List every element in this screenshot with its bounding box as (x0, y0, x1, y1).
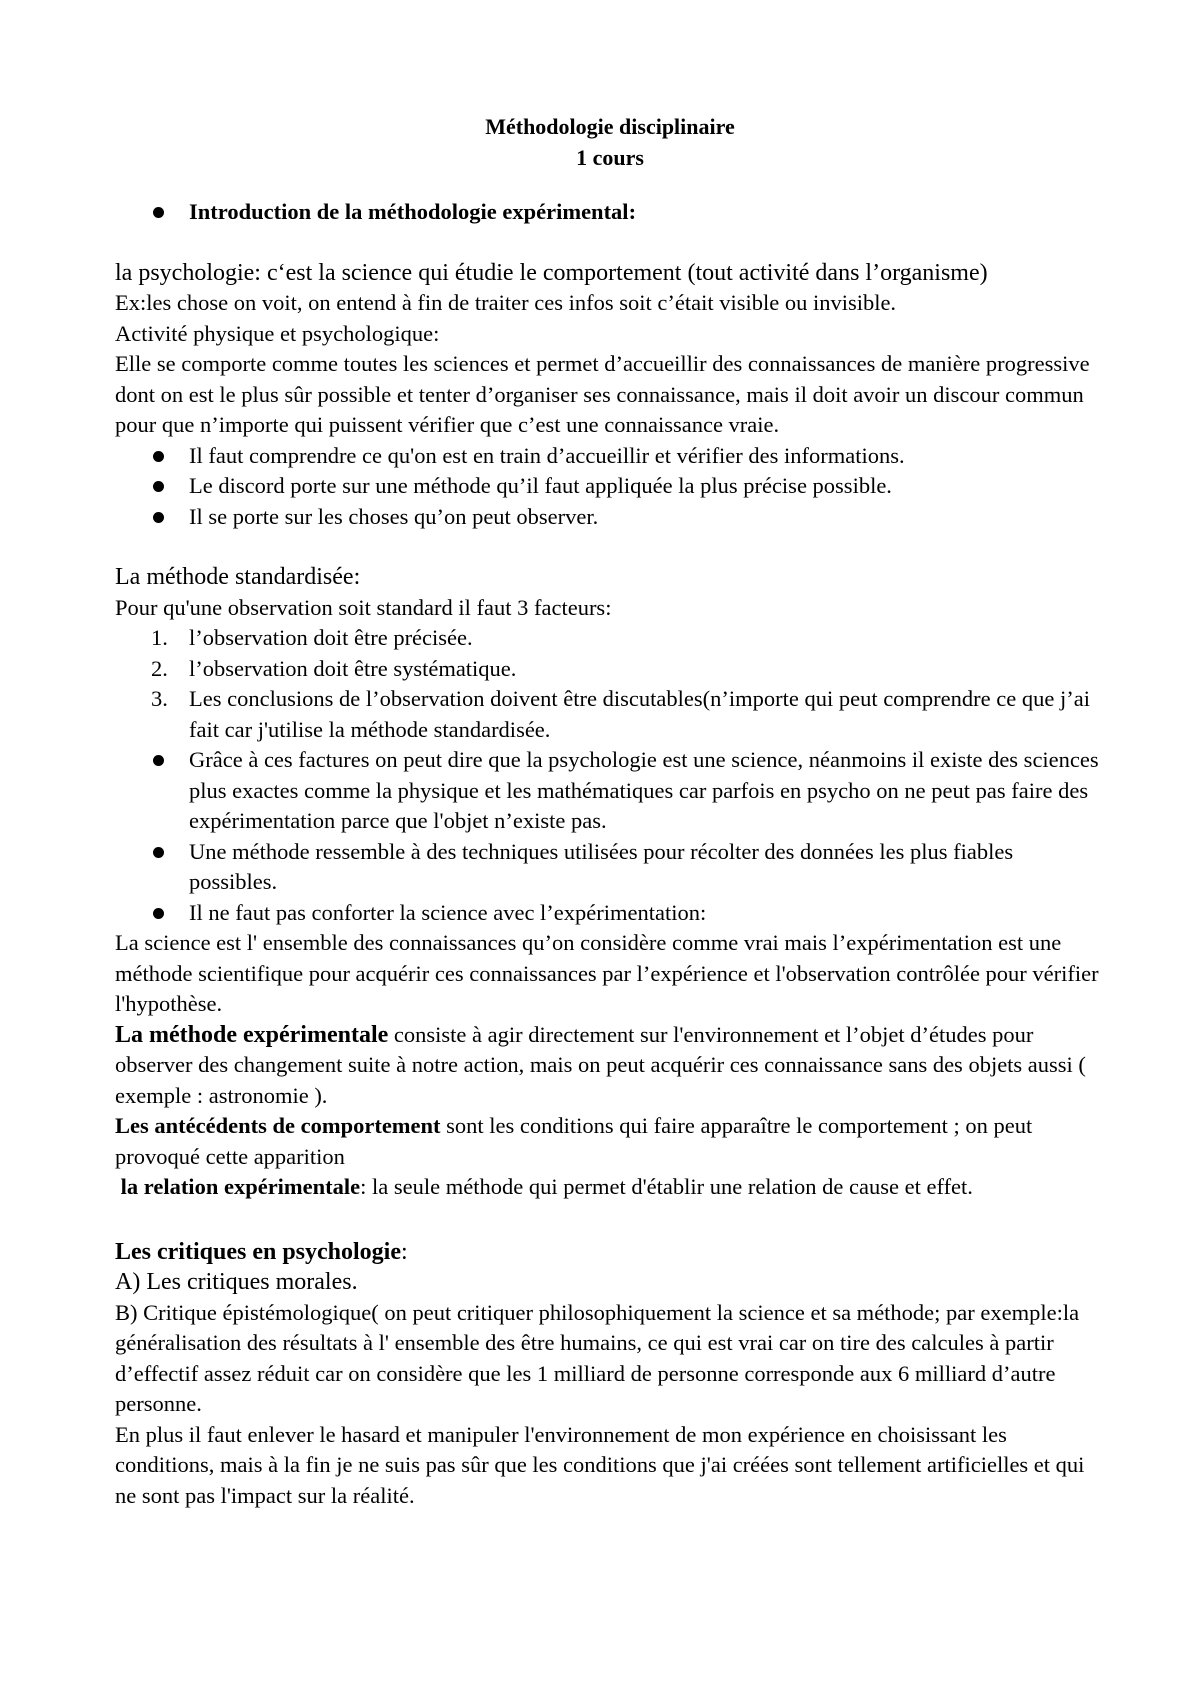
list-item: Une méthode ressemble à des techniques utilisées pour récolter des données les plus fiables possibles. (115, 837, 1105, 898)
critique-b: B) Critique épistémologique( on peut critiquer philosophiquement la science et sa méthode; par exemple:la généralisation des résultats à l' ensemble des être humains, ce qui est vrai car on tire des calcules à partir d’effectif assez réduit car on considère que les 1 milliard de personne corresponde aux 6 milliard d’autre personne. (115, 1299, 1080, 1416)
item-number: 2. (151, 655, 168, 681)
item-number: 1. (151, 625, 168, 650)
standard-intro: Pour qu'une observation soit standard il faut 3 facteurs: (115, 594, 612, 620)
intro-bullet: Introduction de la méthodologie expérimental: (115, 197, 1105, 228)
item-text: l’observation doit être précisée. (189, 625, 473, 650)
science-paragraph: Elle se comporte comme toutes les sciences et permet d’accueillir des connaissances de manière progressive dont on est le plus sûr possible et tenter d’organiser ses connaissance, mais il doit avoir un discour commun pour que n’importe qui puissent vérifier que c’est une connaissance vraie. (115, 351, 1090, 437)
list-item: Grâce à ces factures on peut dire que la psychologie est une science, néanmoins il existe des sciences plus exactes comme la physique et les mathématiques car parfois en psycho on ne peut pas faire des expérimentation parce que l'objet n’existe pas. (115, 745, 1105, 837)
antecedents-text: sont les conditions qui faire apparaître le comportement ; on peut provoqué cette apparition (115, 1113, 1033, 1169)
document-subtitle: 1 cours (576, 144, 644, 170)
document-title: Méthodologie disciplinaire (485, 114, 735, 139)
list-item: Le discord porte sur une méthode qu’il faut appliquée la plus précise possible. (115, 471, 1105, 502)
psychology-definition: la psychologie: c‘est la science qui étudie le comportement (tout activité dans l’organisme) (115, 259, 988, 286)
document-body (115, 112, 1105, 1511)
critiques-heading-text: Les critiques en psychologie (115, 1238, 401, 1265)
experimental-method-text: consiste à agir directement sur l'environnement et l’objet d’études pour observer des changement suite à notre action, mais on peut acquérir ces connaissance sans des objets aussi ( exemple : astronomie ). (115, 1021, 1086, 1108)
activity-heading: Activité physique et psychologique: (115, 320, 440, 346)
antecedents-term: Les antécédents de comportement (115, 1113, 441, 1138)
relation-paragraph (115, 1172, 1105, 1203)
critiques-heading (115, 1237, 1105, 1268)
antecedents-paragraph (115, 1111, 1105, 1172)
experimental-method-paragraph (115, 1020, 1105, 1112)
science-vs-experimentation-paragraph: La science est l' ensemble des connaissances qu’on considère comme vrai mais l’expérimentation est une méthode scientifique pour acquérir ces connaissances par l’expérience et l'observation contrôlée pour vérifier l'hypothèse. (115, 930, 1099, 1016)
critiques-heading-colon: : (401, 1238, 408, 1265)
list-item: Il se porte sur les choses qu’on peut observer. (115, 502, 1105, 533)
item-number: 3. (151, 686, 168, 711)
example-line: Ex:les chose on voit, on entend à fin de traiter ces infos soit c’était visible ou invisible. (115, 290, 897, 315)
experimental-method-term: La méthode expérimentale (115, 1021, 389, 1048)
item-text: l’observation doit être systématique. (189, 655, 517, 681)
list-item: Il ne faut pas conforter la science avec l’expérimentation: (115, 898, 1105, 929)
relation-text: : la seule méthode qui permet d'établir une relation de cause et effet. (360, 1174, 973, 1199)
critique-a: A) Les critiques morales. (115, 1269, 358, 1295)
numbered-item (115, 684, 1105, 745)
item-text: Les conclusions de l’observation doivent être discutables(n’importe qui peut comprendre ce que j’ai fait car j'utilise la méthode standardisée. (189, 686, 1090, 742)
standardized-method-heading: La méthode standardisée: (115, 564, 361, 590)
list-item: Il faut comprendre ce qu'on est en train d’accueillir et vérifier des informations. (115, 441, 1105, 472)
relation-term: la relation expérimentale (120, 1174, 361, 1199)
en-plus-paragraph: En plus il faut enlever le hasard et manipuler l'environnement de mon expérience en choisissant les conditions, mais à la fin je ne suis pas sûr que les conditions que j'ai créées sont tellement artificielles et qui ne sont pas l'impact sur la réalité. (115, 1421, 1085, 1508)
numbered-item (115, 623, 1105, 654)
numbered-item (115, 654, 1105, 685)
